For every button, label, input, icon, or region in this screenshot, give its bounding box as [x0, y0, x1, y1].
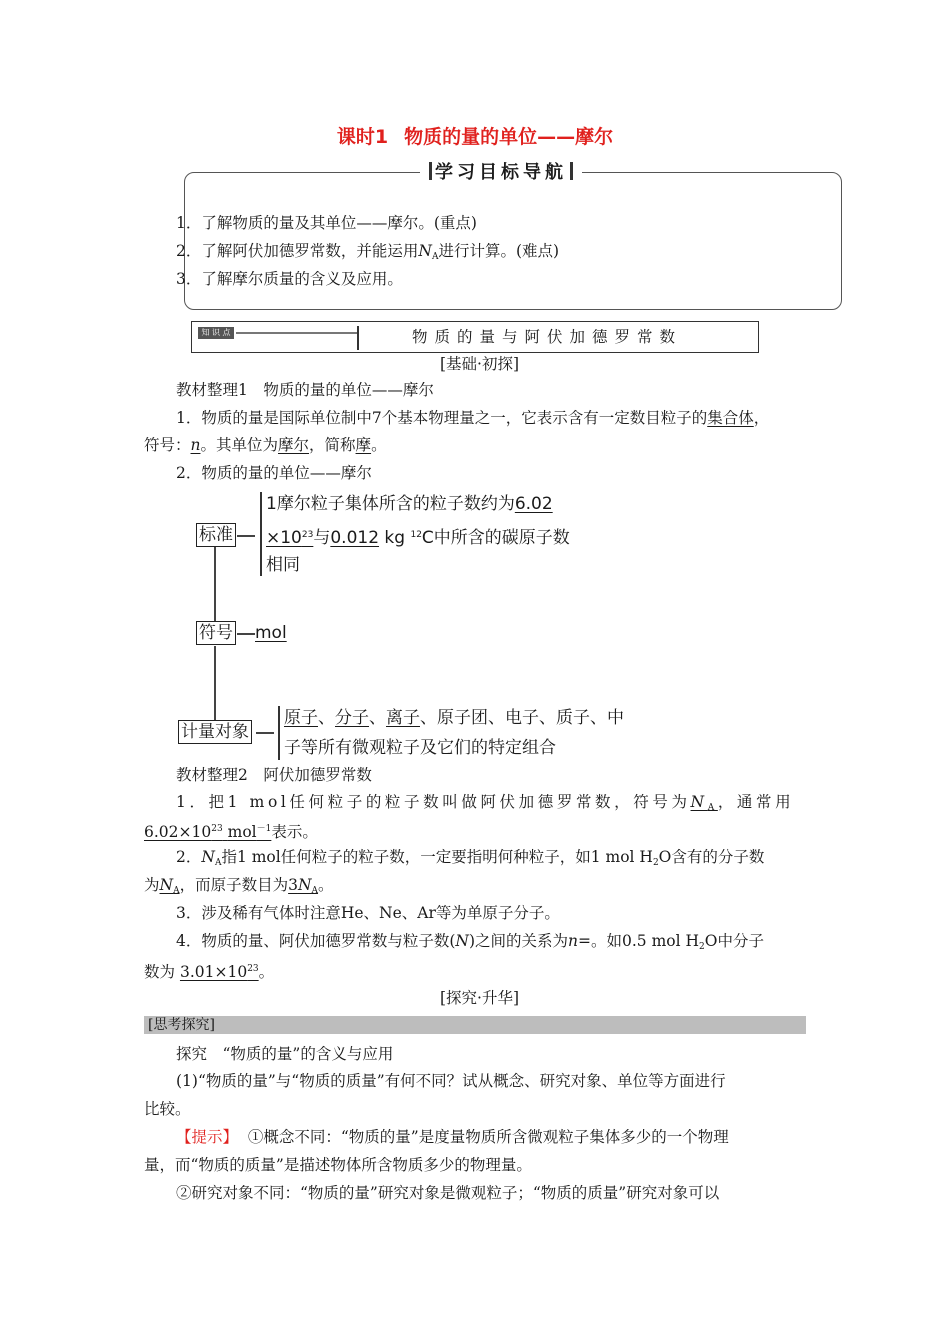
- tree-label-standard: 标准: [196, 523, 236, 547]
- symbol-n: n: [568, 932, 579, 950]
- answer-mass: 0.012: [330, 528, 380, 548]
- symbol-N: N: [455, 932, 469, 950]
- standard-line1-text: 1摩尔粒子集体所含的粒子数约为: [266, 494, 515, 514]
- sort2-p1-text: 1．把1 mol任何粒子的粒子数叫做阿伏加德罗常数，符号为: [176, 793, 691, 811]
- sort2-p2-line2: [144, 875, 334, 901]
- na-subscript-5: A: [311, 886, 319, 896]
- tree-connector-standard: [237, 535, 255, 537]
- sort1-p1-comma: ，: [753, 409, 770, 427]
- answer-short-mo: 摩: [355, 436, 372, 454]
- na-unit-exp: －1: [256, 824, 272, 834]
- answer-collective: 集合体: [707, 409, 754, 427]
- tree-connector-objects: [256, 732, 274, 734]
- unit-label: 。其单位为: [200, 436, 279, 454]
- na-symbol-5: N: [297, 876, 312, 894]
- sort2-p4-example-b: O中分子: [704, 932, 764, 950]
- electron: 电子: [505, 708, 539, 728]
- na-subscript-2: A: [707, 803, 718, 813]
- times-ten: ×10: [266, 528, 302, 548]
- carbon-text: C中所含的碳原子数: [421, 528, 570, 548]
- objects-line1: 原子、分子、离子、原子团、电子、质子、中: [284, 708, 624, 728]
- proton: 质子: [556, 708, 590, 728]
- sort2-p2-atoms: ，而原子数目为: [179, 876, 289, 894]
- explore-q1-line1: (1)“物质的量”与“物质的质量”有何不同？试从概念、研究对象、单位等方面进行: [176, 1072, 726, 1090]
- knowledge-point-tag: 知 识 点: [198, 327, 234, 339]
- na-value: 6.02×10: [144, 823, 212, 841]
- carbon-mass-number: 12: [410, 530, 422, 540]
- atomic-group: 原子团: [437, 708, 488, 728]
- na-subscript: A: [431, 252, 439, 262]
- hint-line1: [176, 1127, 729, 1147]
- sort2-p2-text: 指1 mol任何粒子的粒子数，一定要指明何种粒子，如1 mol H: [221, 848, 653, 866]
- sort2-p4-line1: [176, 931, 764, 957]
- tree-connector-symbol: [237, 633, 255, 635]
- answer-molecule-count: [160, 876, 180, 894]
- sort2-p4-example: =。如0.5 mol H: [578, 932, 700, 950]
- sort2-p2-wei: 为: [144, 876, 160, 894]
- lesson-title: 物质的量的单位——摩尔: [404, 126, 614, 148]
- h2o-subscript-2: 2: [699, 942, 705, 952]
- knowledge-point-divider: [357, 326, 359, 350]
- hint-line2: 量，而“物质的质量”是描述物体所含物质多少的物理量。: [144, 1156, 532, 1174]
- tree-trunk-2: [214, 646, 216, 720]
- sort1-p1-line1: [176, 408, 769, 428]
- sort2-p4-line2: [144, 959, 274, 982]
- answer-na-value: [144, 823, 271, 841]
- sort2-p1-line2: [144, 819, 318, 842]
- tree-label-symbol: 符号: [196, 621, 236, 645]
- answer-atom: 原子: [284, 708, 318, 728]
- sort2-p2-line1: [176, 847, 764, 873]
- sort1-p1-period: 。: [371, 436, 387, 454]
- na-symbol-3: N: [201, 848, 215, 866]
- hint-label: 【提示】: [176, 1128, 239, 1146]
- knowledge-point-rule: [236, 332, 358, 334]
- standard-line1: [266, 490, 553, 518]
- standard-line2: [266, 521, 570, 552]
- and-word: 与: [313, 528, 331, 548]
- objectives-banner: [420, 160, 582, 186]
- sort1-p2: 2．物质的量的单位——摩尔: [176, 464, 372, 482]
- sort2-p1-end: 表示。: [271, 823, 318, 841]
- objective-3: 3．了解摩尔质量的含义及应用。: [176, 270, 403, 288]
- objectives-banner-text: 学习目标导航: [435, 162, 567, 183]
- na-exp: 23: [211, 824, 223, 834]
- section-explore: [探究·升华]: [440, 989, 520, 1007]
- sort2-p2-number: 2．: [176, 848, 202, 866]
- section-basic: [基础·初探]: [440, 355, 520, 373]
- sort2-p1-line1: [176, 792, 794, 818]
- sort1-p1-line2: [144, 435, 387, 455]
- tree-trunk-1: [214, 546, 216, 624]
- sort2-p1-usual: ，通常用: [717, 793, 795, 811]
- three: 3: [288, 876, 298, 894]
- objects-line2: 子等所有微观粒子及它们的特定组合: [284, 738, 556, 758]
- answer-symbol-n: n: [190, 436, 201, 454]
- objective-2-tail: 进行计算。(难点): [438, 242, 560, 260]
- sort2-p3: 3．涉及稀有气体时注意He、Ne、Ar等为单原子分子。: [176, 904, 560, 922]
- answer-molecule-number: [180, 963, 259, 981]
- sort2-p2-text-b: O含有的分子数: [658, 848, 765, 866]
- knowledge-point-header: [191, 321, 759, 353]
- sort2-p4-end: 。: [258, 963, 275, 981]
- count-value: 3.01×10: [179, 963, 248, 981]
- answer-avogadro-a: 6.02: [514, 494, 553, 514]
- think-bar-label: [思考探究]: [148, 1017, 215, 1033]
- tree-label-objects: 计量对象: [178, 720, 252, 744]
- sort1-heading: 教材整理1 物质的量的单位——摩尔: [176, 381, 434, 399]
- objective-1: 1．了解物质的量及其单位——摩尔。(重点): [176, 214, 477, 232]
- answer-unit-mole: 摩尔: [278, 436, 310, 454]
- knowledge-point-title: 物质的量与阿伏加德罗常数: [412, 328, 683, 346]
- h2o-subscript: 2: [652, 858, 659, 868]
- explore-heading: 探究 “物质的量”的含义与应用: [176, 1045, 394, 1063]
- symbol-label: 符号：: [144, 436, 191, 454]
- na-symbol: N: [418, 242, 432, 260]
- na-symbol-4: N: [159, 876, 174, 894]
- count-exp: 23: [247, 964, 259, 974]
- explore-q1-line2: 比较。: [144, 1100, 191, 1118]
- sort2-p4-count-label: 数为: [144, 963, 176, 981]
- na-subscript-3: A: [214, 858, 222, 868]
- objective-2: [176, 241, 559, 267]
- answer-na: [691, 793, 718, 811]
- sort2-p4-text: 4．物质的量、阿伏加德罗常数与粒子数(: [176, 932, 456, 950]
- sort1-p1-text: 1．物质的量是国际单位制中7个基本物理量之一，它表示含有一定数目粒子的: [176, 409, 708, 427]
- unit-kg: kg: [384, 528, 406, 548]
- standard-line3: 相同: [266, 555, 300, 575]
- page-title: [0, 122, 950, 149]
- na-unit: mol: [227, 823, 257, 841]
- answer-mol: mol: [255, 623, 287, 643]
- neutron-part: 中: [607, 708, 624, 728]
- think-bar: [144, 1016, 806, 1034]
- na-subscript-4: A: [173, 886, 180, 896]
- exp-23: 23: [301, 530, 314, 540]
- hint-text-a: ①概念不同：“物质的量”是度量物质所含微观粒子集体多少的一个物理: [247, 1128, 729, 1146]
- tree-brace-objects: [278, 706, 280, 760]
- lesson-number: 课时1: [336, 126, 389, 148]
- short-name-label: ，简称: [309, 436, 356, 454]
- answer-molecule: 分子: [335, 708, 369, 728]
- answer-avogadro-b: [266, 528, 313, 548]
- hint-line3: ②研究对象不同：“物质的量”研究对象是微观粒子；“物质的质量”研究对象可以: [176, 1184, 720, 1202]
- tree-brace-standard: [260, 492, 262, 576]
- sort2-p4-relation: )之间的关系为: [468, 932, 569, 950]
- sort2-p2-end: 。: [318, 876, 334, 894]
- answer-atom-count: [288, 876, 318, 894]
- objective-2-text: 2．了解阿伏加德罗常数，并能运用: [176, 242, 419, 260]
- answer-ion: 离子: [386, 708, 420, 728]
- sort2-heading: 教材整理2 阿伏加德罗常数: [176, 766, 372, 784]
- na-symbol-2: N: [690, 793, 708, 811]
